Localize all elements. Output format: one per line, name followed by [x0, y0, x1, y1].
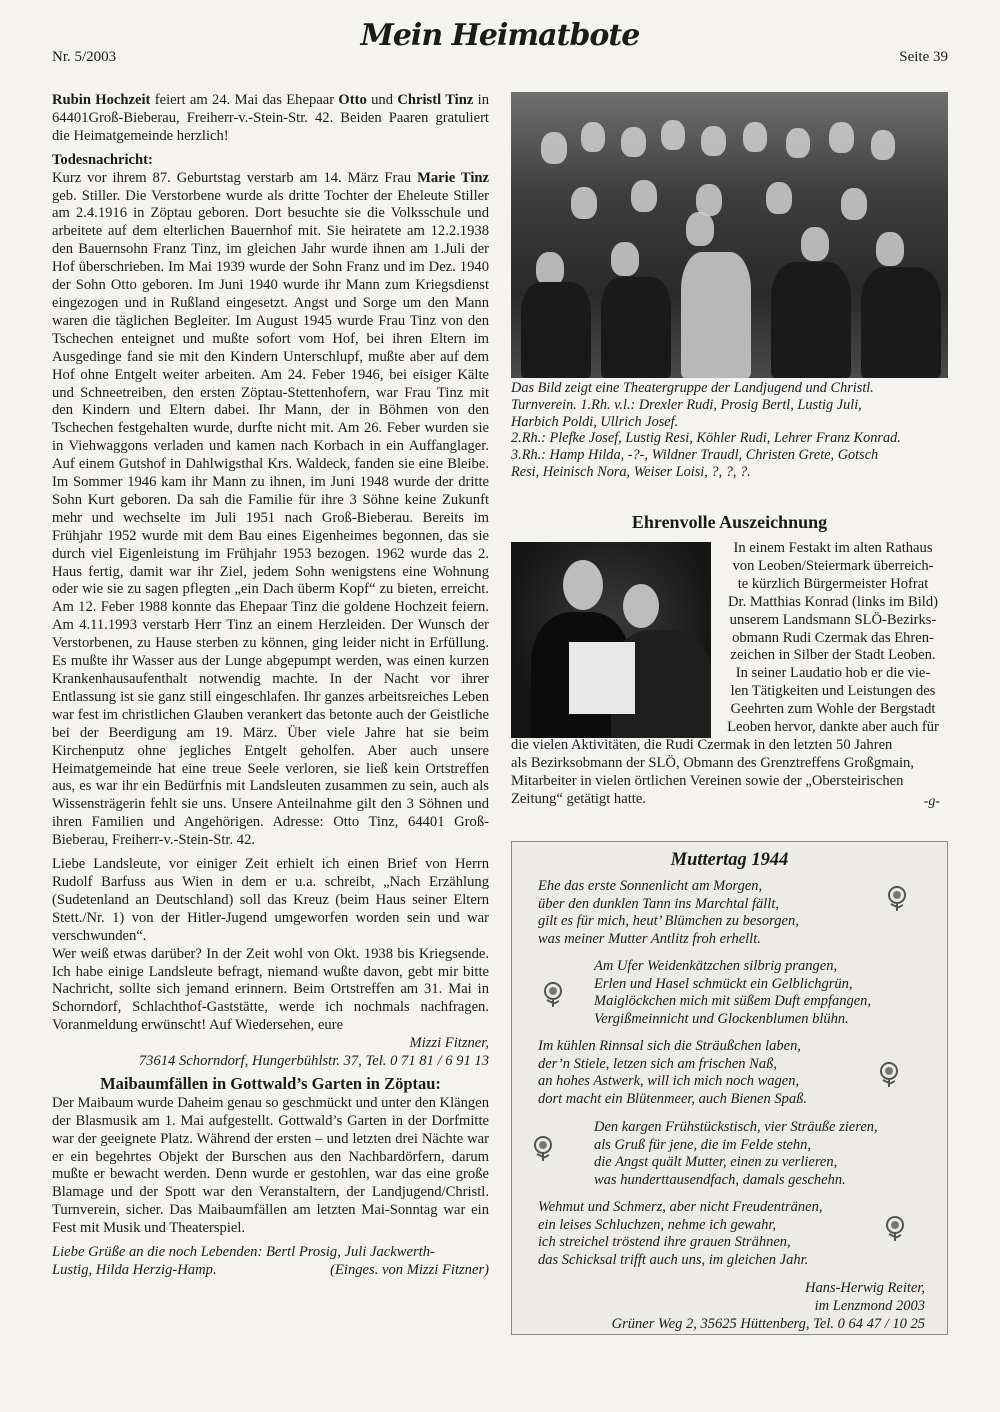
- caption-line: Harbich Poldi, Ullrich Josef.: [511, 413, 679, 430]
- page-number: Seite 39: [899, 49, 948, 65]
- closing-line: Liebe Grüße an die noch Lebenden: Bertl Prosig, Juli Jackwerth-: [52, 1244, 435, 1261]
- poem-box: [511, 841, 948, 1335]
- maibaum-text: Der Maibaum wurde Daheim genau so geschmückt und unter den Klängen der Blasmusik am 1. Mai aufgestellt. Gottwald’s Garten in der Dorfmitte war der geeignete Platz. Während der ersten – und letzten drei Nächte war er ein begehrtes Objekt der Burschen aus den Nachbardörfern, darum mußte er bewacht werden. Denn wurde er gestohlen, war das eine große Blamage und der Spott war den Veranstaltern, der Landjugend/Christl. Turnverein, sicher. Das Maibaumfällen am letzten Mai-Sonntag war ein Fest mit Musik und Theaterspiel.: [52, 1094, 489, 1237]
- article-line: Zeitung“ getätigt hatte.: [511, 790, 646, 807]
- poem-line: Maiglöckchen mich mit süßem Duft empfangen,: [594, 993, 872, 1010]
- poem-date: im Lenzmond 2003: [814, 1298, 925, 1314]
- article-line: In einem Festakt im alten Rathaus: [733, 540, 933, 556]
- closing-greeting: [52, 1244, 489, 1280]
- caption-line: Das Bild zeigt eine Theatergruppe der Landjugend und Christl.: [511, 380, 874, 396]
- article-line: len Tätigkeiten und Leistungen des: [730, 683, 936, 700]
- poem-line: die Angst quält Mutter, einen zu verlieren,: [594, 1154, 838, 1171]
- masthead-logo: Mein Heimatbote: [360, 18, 640, 53]
- caption-line: Turnverein. 1.Rh. v.l.: Drexler Rudi, Prosig Bertl, Lustig Juli,: [511, 396, 862, 413]
- article-line: zeichen in Silber der Stadt Leoben.: [730, 647, 936, 664]
- poem-line: Den kargen Frühstückstisch, vier Sträuße zieren,: [594, 1119, 878, 1135]
- article-line: von Leoben/Steiermark überreich-: [732, 557, 934, 574]
- poem-line: Am Ufer Weidenkätzchen silbrig prangen,: [594, 958, 838, 974]
- poem-line: das Schicksal trifft auch uns, im gleichen Jahr.: [538, 1251, 809, 1268]
- poem-line: Ehe das erste Sonnenlicht am Morgen,: [538, 878, 763, 894]
- poem-line: der’n Stiele, letzen sich am frischen Naß,: [538, 1055, 777, 1072]
- anniversary-notice: [52, 92, 489, 146]
- theater-group-photo: [511, 92, 948, 378]
- maibaum-heading: Maibaumfällen in Gottwald’s Garten in Zöptau:: [100, 1073, 441, 1093]
- article-line: obmann Rudi Czermak das Ehren-: [732, 629, 934, 646]
- article-line: te kürzlich Bürgermeister Hofrat: [737, 575, 929, 592]
- left-column: [52, 92, 489, 1280]
- caption-line: Resi, Heinisch Nora, Weiser Loisi, ?, ?, ?.: [511, 463, 751, 480]
- poem-address: Grüner Weg 2, 35625 Hüttenberg, Tel. 0 64 47 / 10 25: [611, 1316, 925, 1332]
- caption-line: 3.Rh.: Hamp Hilda, -?-, Wildner Traudl, Christen Grete, Gotsch: [511, 447, 879, 464]
- article-line: Leoben hervor, dankte aber auch für: [727, 719, 939, 736]
- article-line: Geehrten zum Wohle der Bergstadt: [730, 701, 936, 718]
- poem-stanza-3: [538, 1038, 807, 1108]
- rose-icon: [882, 882, 912, 912]
- signature-address: 73614 Schorndorf, Hungerbühlstr. 37, Tel. 0 71 81 / 6 91 13: [138, 1053, 489, 1070]
- poem-stanza-4: [594, 1119, 878, 1189]
- name: Marie Tinz: [417, 169, 489, 186]
- article-line: als Bezirksobmann der SLÖ, Obmann des Grenztreffens Großgmain,: [511, 754, 914, 771]
- award-signature: -g-: [923, 794, 940, 809]
- anniversary-label: Rubin Hochzeit: [52, 92, 151, 108]
- text: und: [366, 92, 398, 108]
- name: Christl Tinz: [397, 92, 474, 108]
- article-line: Mitarbeiter in vielen örtlichen Vereinen sowie der „Obersteirischen: [511, 772, 904, 789]
- signature-name: Mizzi Fitzner,: [409, 1035, 489, 1052]
- poem-line: dort macht ein Blütenmeer, auch Bienen Spaß.: [538, 1090, 807, 1107]
- poem-stanza-2: [594, 958, 871, 1028]
- submitted-by: (Einges. von Mizzi Fitzner): [330, 1262, 489, 1278]
- poem-line: Vergißmeinnicht und Glockenblumen blühn.: [594, 1010, 849, 1027]
- article-line: unserem Landsmann SLÖ-Bezirks-: [729, 611, 937, 628]
- poem-line: Im kühlen Rinnsal sich die Sträußchen laben,: [538, 1038, 801, 1054]
- issue-number: Nr. 5/2003: [52, 49, 117, 65]
- poem-line: gilt es für mich, heut’ Blümchen zu besorgen,: [538, 913, 799, 930]
- rose-icon: [528, 1132, 558, 1162]
- poem-line: ich streichel tröstend ihre grauen Strähnen,: [538, 1234, 791, 1251]
- rose-icon: [874, 1058, 904, 1088]
- text: feiert am 24. Mai das Ehepaar: [150, 92, 339, 108]
- obituary-heading: Todesnachricht:: [52, 151, 153, 168]
- rose-icon: [880, 1212, 910, 1242]
- award-article: [511, 540, 948, 809]
- poem-author: Hans-Herwig Reiter,: [804, 1280, 925, 1296]
- poem-line: über den dunklen Tann ins Marchtal fällt,: [538, 895, 779, 912]
- name: Otto: [338, 92, 367, 108]
- poem-line: Wehmut und Schmerz, aber nicht Freudentränen,: [538, 1199, 823, 1215]
- text: Kurz vor ihrem 87. Geburtstag verstarb am 14. März Frau: [52, 169, 418, 186]
- article-line: die vielen Aktivitäten, die Rudi Czermak in den letzten 50 Jahren: [511, 736, 893, 753]
- rose-icon: [538, 978, 568, 1008]
- poem-stanza-1: [538, 878, 799, 948]
- closing-row: [52, 1262, 489, 1280]
- text: in 64401Groß-Bieberau, Freiherr-v.-Stein-Str. 42. Beiden Paaren gratuliert die Heimatgemeinde herzlich!: [52, 92, 490, 144]
- poem-line: was meiner Mutter Antlitz froh erhellt.: [538, 930, 761, 947]
- obituary-text: [52, 170, 489, 850]
- poem-line: an hohes Astwerk, will ich mich noch wagen,: [538, 1073, 800, 1090]
- closing-line: Lustig, Hilda Herzig-Hamp.: [52, 1262, 217, 1278]
- inquiry-paragraph: Wer weiß etwas darüber? In der Zeit wohl von Okt. 1938 bis Kriegsende. Ich habe einige Landsleute befragt, niemand wußte davon, gebt mir bitte Nachricht, sollte sich jemand erinnern. Beim Ortstreffen am 31. Mai in Schorndorf, Schlachthof-Gaststätte, werde ich nochmals nachfragen. Voranmeldung erwünscht! Auf Wiedersehen, eure: [52, 945, 489, 1034]
- poem-line: ein leises Schluchzen, nehme ich gewahr,: [538, 1216, 776, 1233]
- article-line: Dr. Matthias Konrad (links im Bild): [728, 593, 938, 610]
- article-line: In seiner Laudatio hob er die vie-: [735, 665, 931, 682]
- photo-caption: [511, 380, 948, 481]
- poem-stanza-5: [538, 1199, 822, 1269]
- poem-title: Muttertag 1944: [670, 850, 789, 870]
- poem-line: was hunderttausendfach, damals geschehn.: [594, 1171, 846, 1188]
- caption-line: 2.Rh.: Plefke Josef, Lustig Resi, Köhler Rudi, Lehrer Franz Konrad.: [511, 430, 901, 447]
- award-heading: Ehrenvolle Auszeichnung: [631, 512, 828, 532]
- poem-line: als Gruß für jene, die im Felde stehn,: [594, 1136, 812, 1153]
- text: geb. Stiller. Die Verstorbene wurde als dritte Tochter der Eheleute Stiller am 2.4.1916 in Zöptau geboren. Dort besuchte sie die Volksschule und arbeitete auf dem elterlichen Bauernhof mit. Sie heiratete am 12.2.1938 den Bauernsohn Franz Tinz, im gleichen Jahr wurde ihnen am 1.Juli der Hof überschrieben. Im Mai 1939 wurde der Sohn Franz und im Dez. 1940 der Sohn Otto geboren. Im Juni 1940 wurde ihr Mann zum Kriegsdienst eingezogen und in Rußland eingesetzt. Angst und Sorge um den Mann waren die täglichen Begleiter. Im August 1945 wurde Frau Tinz von den Tschechen enteignet und mußte sofort vom Hof, bei ihren Eltern im Ausgedinge fand sie mit den Kindern Unterschlupf, mußte aber auf dem Hof ohne Entgelt weiter arbeiten. Am 24. Feber 1946, bei eisiger Kälte und Schneetreiben, den ersten Zöptau-Stettenhofern, war Frau Tinz mit den Kindern und Eltern dabei. Ihr Mann, der in Böhmen von den Tschechen festgehalten wurde, durfte nicht mit. Am 26. Feber wurden sie in Viehwaggons verladen und kamen nach Korbach in ein Auffanglager. Auf einem Gutshof in Dahlwigsthal Krs. Waldeck, fanden sie eine Bleibe. Im Sommer 1946 kam ihr Mann zu ihnen, im Juni 1948 wurde der dritte Sohn Kurt geboren. Da sah die Familie für ihre 3 Söhne keine Zukunft mehr und wechselte im Juli 1951 nach Groß-Bieberau. Bereits im Frühjahr 1952 wurde mit dem Bau eines Eigenheimes begonnen, das sie durch viel Eigenleistung im Frühjahr 1953 bezogen. 1962 wurde das 2. Haus fertig, damit war ihr Ziel, jedem Sohn wenigstens eine Wohnung oder wie sie zu sagen pflegten „ein Dach überm Kopf“ zu bieten, erreicht. Am 12. Feber 1988 konnte das Ehepaar Tinz die goldene Hochzeit feiern. Am 4.11.1993 verstarb Herr Tinz an einem Herzleiden. Der Wunsch der Verstorbenen, zu Hause sterben zu können, ging leider nicht in Erfüllung. Es mußte ihr Wasser aus der Lunge abgepumpt werden, was einen kurzen Krankenhausaufenthalt notwendig machte. In der Nacht vor ihrer Entlassung ist sie ganz still eingeschlafen. Ihr ganzes arbeitsreiches Leben war fest im christlichen Glauben verankert das betonte auch der Geistliche bei der Beerdigung am 19. März. Über viele Jahre hat sie beim Kirchenputz ohne jegliches Entgelt geholfen. Aber auch unsere Heimatgemeinde hat eine treue Seele verloren, sie ließ kein Ortstreffen aus, es war ihr ein Bedürfnis mit Landsleuten zusammen zu sein, auch als Wissensträgerin fehlt sie uns. Unsere Anteilnahme gilt den 3 Söhnen und ihren Familien und Angehörigen. Adresse: Otto Tinz, 64401 Groß-Bieberau, Freiherr-v.-Stein-Str. 42.: [52, 187, 489, 849]
- poem-line: Erlen und Hasel schmückt ein Gelblichgrün,: [594, 975, 853, 992]
- letter-paragraph: Liebe Landsleute, vor einiger Zeit erhielt ich einen Brief von Herrn Rudolf Barfuss aus Wien in dem er u.a. schreibt, „Nach Erzählung (Sudetenland an Deutschland) soll das Kreuz (beim Haus seiner Eltern Stett./Nr. 1) von der Hitler-Jugend umgeworfen worden sein und war verschwunden“.: [52, 856, 489, 944]
